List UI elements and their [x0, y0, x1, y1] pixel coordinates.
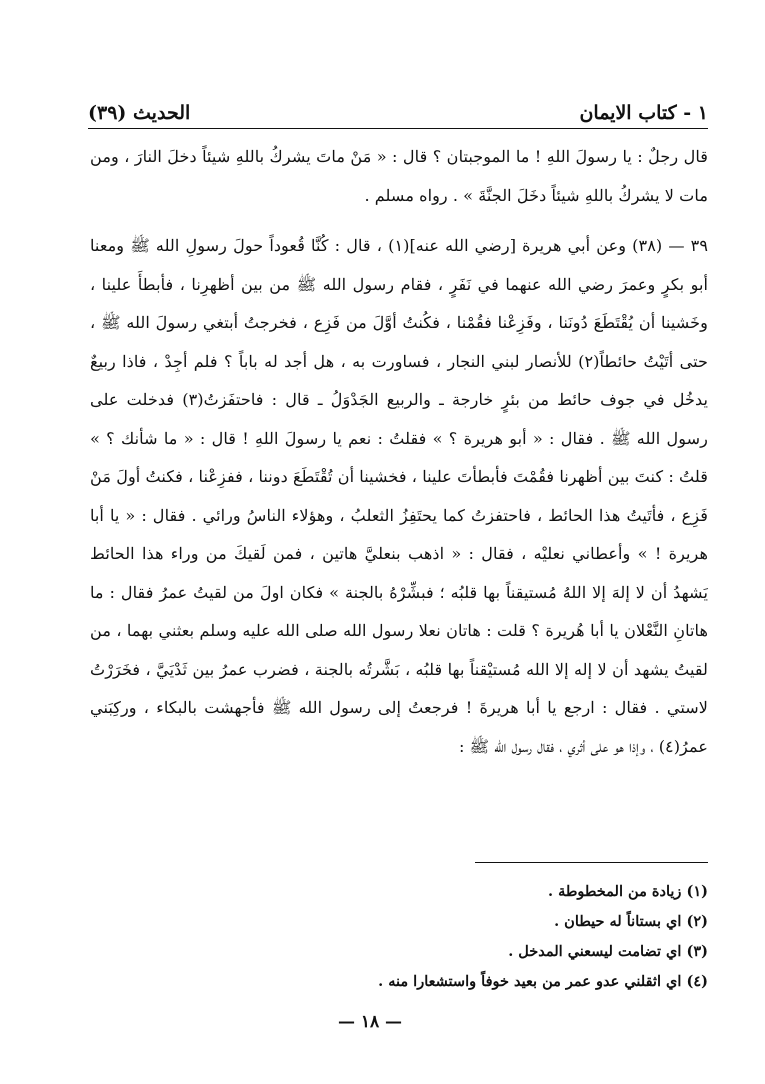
page-number: — ١٨ — — [337, 1012, 403, 1032]
main-text — [90, 138, 708, 766]
paragraph-continuation: قال رجلٌ : يا رسولَ اللهِ ! ما الموجبتان ؟ قال : « مَنْ ماتَ يشركُ باللهِ شيئاً دخلَ النارَ ، ومن مات لا يشركُ باللهِ شيئاً دخَلَ الجنَّةَ » . رواه مسلم . — [90, 147, 708, 205]
chapter-title: ١ - كتاب الايمان — [579, 102, 708, 124]
footnote-3: (٣) اي تضامت ليسعني المدخل . — [508, 943, 708, 960]
hadith-number-title: الحديث (٣٩) — [88, 102, 191, 124]
footnote-1: (١) زيادة من المخطوطة . — [548, 883, 708, 900]
running-header — [88, 84, 708, 129]
footnotes — [240, 877, 708, 997]
footnote-separator — [475, 862, 708, 863]
footnote-2: (٢) اي بستاناً له حيطان . — [554, 913, 708, 930]
footnote-4: (٤) اي اثقلني عدو عمر من بعيد خوفاً واستشعارا منه . — [378, 973, 708, 990]
paragraph-hadith-39: ٣٩ — (٣٨) وعن أبي هريرة [رضي الله عنه](١) ، قال : كُنَّا قُعوداً حولَ رسولِ الله ﷺ ومعنا أبو بكرٍ وعمرَ رضي الله عنهما في نَفَرٍ ، فقام رسول الله ﷺ من بين أظهرِنا ، فأبطأَ علينا ، وخَشينا أن يُقْتَطَعَ دُونَنا ، وفَزِعْنا فقُمْنا ، فكُنتُ أوَّلَ من فَزِع ، فخرجتُ أبتغي رسولَ الله ﷺ ، حتى أتَيْتُ حائطاً(٢) للأنصار لبني النجار ، فساورت به ، هل أجد له باباً ؟ فلم أجِدْ ، فاذا ربيعٌ يدخُل في جوف حائط من بئرٍ خارجة ـ والربيع الجَدْوَلُ ـ قال : فاحتفَزتُ(٣) فدخلت على رسول الله ﷺ . فقال : « أبو هريرة ؟ » فقلتُ : نعم يا رسولَ اللهِ ! قال : « ما شأنك ؟ » قلتُ : كنتَ بين أظهرنا فقُمْتَ فأبطأتَ علينا ، فخشينا أن تُقْتَطَعَ دوننا ، ففزِعْنا ، فكنتُ أولَ مَنْ فَزِع ، فأتَيتُ هذا الحائط ، فاحتفزتُ كما يحتَفِزُ الثعلبُ ، وهؤلاء الناسُ ورائي . فقال : « يا أبا هريرة ! » وأعطاني نعليْه ، فقال : « اذهب بنعليَّ هاتين ، فمن لَقيكَ من وراء هذا الحائط يَشهدُ أن لا إلهَ إلا اللهُ مُستيقناً بها قلبُه ؛ فبشِّرْهُ بالجنة » فكان اولَ من لقيتُ عمرُ فقال : ما هاتانِ النَّعْلان يا أبا هُريرة ؟ قلت : هاتان نعلا رسول الله صلى الله عليه وسلم بعثني بهما ، من لقيتُ يشهد أن لا إله إلا الله مُستيْقناً بها قلبُه ، بَشَّرتُه بالجنة ، فضرب عمرُ بين ثَدْيَيَّ ، فخَرَرْتُ لاستي . فقال : ارجع يا أبا هريرةَ ! فرجعتُ إلى رسول الله ﷺ فأجهشت بالبكاء ، وركِبَني عمرُ(٤) ، وإذا هو على أثري ، فقال رسول الله ﷺ : — [90, 236, 709, 756]
